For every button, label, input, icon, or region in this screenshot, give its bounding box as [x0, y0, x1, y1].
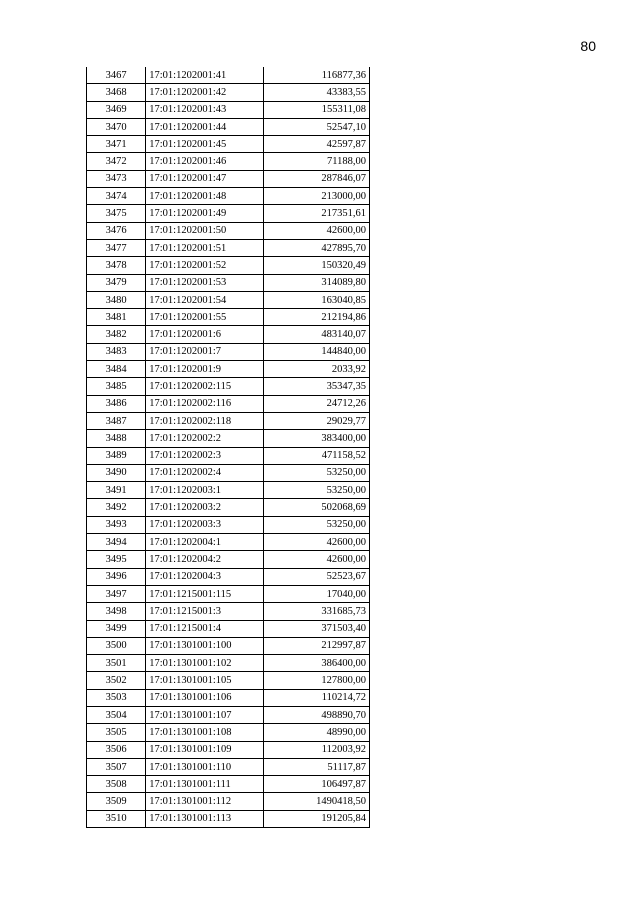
cadastral-value-cell: 498890,70	[263, 706, 369, 723]
cadastral-number-cell: 17:01:1202001:42	[146, 84, 263, 101]
record-number-cell: 3496	[87, 568, 146, 585]
cadastral-value-cell: 163040,85	[263, 291, 369, 308]
record-number-cell: 3492	[87, 499, 146, 516]
table-row	[87, 343, 370, 360]
cadastral-number-cell: 17:01:1301001:112	[146, 793, 263, 810]
cadastral-number-cell: 17:01:1202001:9	[146, 361, 263, 378]
cadastral-number-cell: 17:01:1301001:108	[146, 724, 263, 741]
cadastral-value-cell: 106497,87	[263, 776, 369, 793]
cadastral-number-cell: 17:01:1202004:3	[146, 568, 263, 585]
cadastral-value-cell: 42600,00	[263, 222, 369, 239]
record-number-cell: 3471	[87, 136, 146, 153]
record-number-cell: 3484	[87, 361, 146, 378]
table-row	[87, 724, 370, 741]
cadastral-value-cell: 144840,00	[263, 343, 369, 360]
table-row	[87, 603, 370, 620]
table-row	[87, 534, 370, 551]
cadastral-number-cell: 17:01:1202001:47	[146, 170, 263, 187]
record-number-cell: 3467	[87, 67, 146, 84]
record-number-cell: 3494	[87, 534, 146, 551]
table-row	[87, 101, 370, 118]
table-row	[87, 412, 370, 429]
cadastral-value-cell: 1490418,50	[263, 793, 369, 810]
record-number-cell: 3499	[87, 620, 146, 637]
cadastral-number-cell: 17:01:1202002:2	[146, 430, 263, 447]
table-row	[87, 568, 370, 585]
record-number-cell: 3495	[87, 551, 146, 568]
cadastral-value-cell: 71188,00	[263, 153, 369, 170]
cadastral-value-cell: 314089,80	[263, 274, 369, 291]
table-row	[87, 551, 370, 568]
cadastral-value-cell: 2033,92	[263, 361, 369, 378]
record-number-cell: 3475	[87, 205, 146, 222]
cadastral-number-cell: 17:01:1202001:7	[146, 343, 263, 360]
cadastral-value-cell: 127800,00	[263, 672, 369, 689]
record-number-cell: 3476	[87, 222, 146, 239]
table-row	[87, 395, 370, 412]
record-number-cell: 3508	[87, 776, 146, 793]
table-row	[87, 257, 370, 274]
cadastral-value-cell: 24712,26	[263, 395, 369, 412]
cadastral-value-cell: 42597,87	[263, 136, 369, 153]
cadastral-number-cell: 17:01:1215001:4	[146, 620, 263, 637]
cadastral-number-cell: 17:01:1202002:4	[146, 464, 263, 481]
cadastral-number-cell: 17:01:1202003:3	[146, 516, 263, 533]
cadastral-value-cell: 29029,77	[263, 412, 369, 429]
table-row	[87, 776, 370, 793]
table-row	[87, 464, 370, 481]
table-row	[87, 810, 370, 827]
record-number-cell: 3473	[87, 170, 146, 187]
cadastral-number-cell: 17:01:1301001:109	[146, 741, 263, 758]
cadastral-value-cell: 51117,87	[263, 758, 369, 775]
cadastral-value-cell: 42600,00	[263, 534, 369, 551]
cadastral-number-cell: 17:01:1301001:107	[146, 706, 263, 723]
record-number-cell: 3470	[87, 118, 146, 135]
record-number-cell: 3490	[87, 464, 146, 481]
table-row	[87, 67, 370, 84]
cadastral-value-cell: 213000,00	[263, 188, 369, 205]
cadastral-value-cell: 53250,00	[263, 482, 369, 499]
table-row	[87, 637, 370, 654]
record-number-cell: 3474	[87, 188, 146, 205]
cadastral-number-cell: 17:01:1202002:116	[146, 395, 263, 412]
record-number-cell: 3483	[87, 343, 146, 360]
record-number-cell: 3510	[87, 810, 146, 827]
record-number-cell: 3504	[87, 706, 146, 723]
cadastral-number-cell: 17:01:1301001:111	[146, 776, 263, 793]
record-number-cell: 3503	[87, 689, 146, 706]
cadastral-number-cell: 17:01:1202001:55	[146, 309, 263, 326]
cadastral-number-cell: 17:01:1202001:54	[146, 291, 263, 308]
record-number-cell: 3502	[87, 672, 146, 689]
record-number-cell: 3485	[87, 378, 146, 395]
record-number-cell: 3469	[87, 101, 146, 118]
table-row	[87, 84, 370, 101]
cadastral-number-cell: 17:01:1301001:105	[146, 672, 263, 689]
cadastral-value-cell: 155311,08	[263, 101, 369, 118]
table-row	[87, 153, 370, 170]
cadastral-number-cell: 17:01:1301001:106	[146, 689, 263, 706]
cadastral-value-cell: 371503,40	[263, 620, 369, 637]
record-number-cell: 3468	[87, 84, 146, 101]
cadastral-number-cell: 17:01:1301001:113	[146, 810, 263, 827]
record-number-cell: 3472	[87, 153, 146, 170]
record-number-cell: 3488	[87, 430, 146, 447]
cadastral-number-cell: 17:01:1202001:50	[146, 222, 263, 239]
cadastral-number-cell: 17:01:1202001:6	[146, 326, 263, 343]
cadastral-value-cell: 386400,00	[263, 655, 369, 672]
cadastral-number-cell: 17:01:1202001:46	[146, 153, 263, 170]
cadastral-value-cell: 471158,52	[263, 447, 369, 464]
cadastral-value-cell: 150320,49	[263, 257, 369, 274]
table-row	[87, 689, 370, 706]
table-body	[87, 67, 370, 828]
record-number-cell: 3481	[87, 309, 146, 326]
cadastral-number-cell: 17:01:1202002:118	[146, 412, 263, 429]
cadastral-number-cell: 17:01:1202001:45	[146, 136, 263, 153]
table-row	[87, 274, 370, 291]
table-row	[87, 361, 370, 378]
record-number-cell: 3491	[87, 482, 146, 499]
table-row	[87, 741, 370, 758]
table-row	[87, 585, 370, 602]
cadastral-number-cell: 17:01:1215001:3	[146, 603, 263, 620]
table-row	[87, 326, 370, 343]
table-row	[87, 447, 370, 464]
record-number-cell: 3509	[87, 793, 146, 810]
cadastral-value-cell: 191205,84	[263, 810, 369, 827]
cadastral-value-cell: 53250,00	[263, 464, 369, 481]
table-row	[87, 672, 370, 689]
cadastral-number-cell: 17:01:1202001:53	[146, 274, 263, 291]
cadastral-number-cell: 17:01:1202002:115	[146, 378, 263, 395]
record-number-cell: 3507	[87, 758, 146, 775]
record-number-cell: 3489	[87, 447, 146, 464]
cadastral-value-cell: 212997,87	[263, 637, 369, 654]
table-row	[87, 620, 370, 637]
cadastral-number-cell: 17:01:1202001:41	[146, 67, 263, 84]
table-row	[87, 430, 370, 447]
table-row	[87, 482, 370, 499]
record-number-cell: 3501	[87, 655, 146, 672]
cadastral-number-cell: 17:01:1202003:2	[146, 499, 263, 516]
table-row	[87, 706, 370, 723]
table-row	[87, 378, 370, 395]
table-row	[87, 758, 370, 775]
cadastral-value-cell: 53250,00	[263, 516, 369, 533]
cadastral-value-cell: 116877,36	[263, 67, 369, 84]
cadastral-value-cell: 35347,35	[263, 378, 369, 395]
cadastral-number-cell: 17:01:1301001:102	[146, 655, 263, 672]
cadastral-number-cell: 17:01:1202003:1	[146, 482, 263, 499]
record-number-cell: 3506	[87, 741, 146, 758]
cadastral-value-cell: 17040,00	[263, 585, 369, 602]
record-number-cell: 3482	[87, 326, 146, 343]
cadastral-value-cell: 110214,72	[263, 689, 369, 706]
cadastral-number-cell: 17:01:1215001:115	[146, 585, 263, 602]
cadastral-value-cell: 383400,00	[263, 430, 369, 447]
table-row	[87, 205, 370, 222]
cadastral-value-cell: 43383,55	[263, 84, 369, 101]
cadastral-value-table	[86, 67, 370, 828]
record-number-cell: 3486	[87, 395, 146, 412]
cadastral-number-cell: 17:01:1202004:1	[146, 534, 263, 551]
cadastral-value-cell: 112003,92	[263, 741, 369, 758]
cadastral-number-cell: 17:01:1202001:49	[146, 205, 263, 222]
record-number-cell: 3487	[87, 412, 146, 429]
table-row	[87, 291, 370, 308]
table-row	[87, 309, 370, 326]
cadastral-value-cell: 217351,61	[263, 205, 369, 222]
table-row	[87, 793, 370, 810]
cadastral-value-cell: 502068,69	[263, 499, 369, 516]
record-number-cell: 3500	[87, 637, 146, 654]
cadastral-value-cell: 52547,10	[263, 118, 369, 135]
page-number: 80	[580, 38, 596, 54]
cadastral-number-cell: 17:01:1301001:110	[146, 758, 263, 775]
record-number-cell: 3477	[87, 239, 146, 256]
record-number-cell: 3478	[87, 257, 146, 274]
cadastral-number-cell: 17:01:1202001:52	[146, 257, 263, 274]
table-row	[87, 499, 370, 516]
cadastral-number-cell: 17:01:1202001:44	[146, 118, 263, 135]
record-number-cell: 3480	[87, 291, 146, 308]
table-row	[87, 655, 370, 672]
table-row	[87, 222, 370, 239]
cadastral-value-cell: 42600,00	[263, 551, 369, 568]
table-row	[87, 136, 370, 153]
record-number-cell: 3497	[87, 585, 146, 602]
table-row	[87, 118, 370, 135]
cadastral-value-cell: 331685,73	[263, 603, 369, 620]
table-row	[87, 170, 370, 187]
cadastral-value-cell: 287846,07	[263, 170, 369, 187]
table-row	[87, 188, 370, 205]
cadastral-number-cell: 17:01:1202001:51	[146, 239, 263, 256]
table-row	[87, 516, 370, 533]
cadastral-value-cell: 52523,67	[263, 568, 369, 585]
cadastral-number-cell: 17:01:1202001:48	[146, 188, 263, 205]
cadastral-value-cell: 483140,07	[263, 326, 369, 343]
record-number-cell: 3479	[87, 274, 146, 291]
cadastral-number-cell: 17:01:1202002:3	[146, 447, 263, 464]
cadastral-value-cell: 427895,70	[263, 239, 369, 256]
cadastral-number-cell: 17:01:1202001:43	[146, 101, 263, 118]
cadastral-value-cell: 212194,86	[263, 309, 369, 326]
record-number-cell: 3498	[87, 603, 146, 620]
cadastral-number-cell: 17:01:1301001:100	[146, 637, 263, 654]
cadastral-value-cell: 48990,00	[263, 724, 369, 741]
record-number-cell: 3493	[87, 516, 146, 533]
cadastral-number-cell: 17:01:1202004:2	[146, 551, 263, 568]
record-number-cell: 3505	[87, 724, 146, 741]
table-row	[87, 239, 370, 256]
